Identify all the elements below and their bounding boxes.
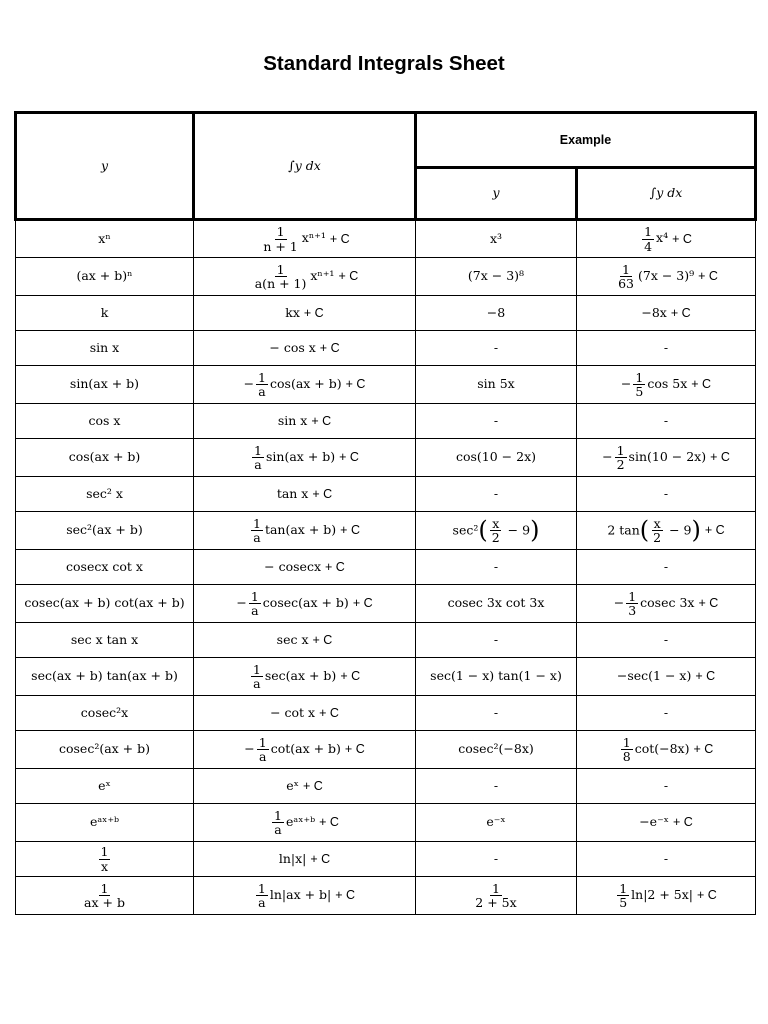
constant-of-integration: + C [693,742,714,756]
coefficient-fraction [257,736,269,763]
math-expression: cot(−8x) [634,741,690,756]
cell-example-integral [577,258,756,296]
fraction-denominator: a [253,530,261,545]
math-expression: - [493,850,499,866]
math-expression: cos 5x [647,376,688,391]
math-expression: − cos x [269,339,316,355]
coefficient-fraction [633,371,645,398]
function-name: sec² [452,522,479,537]
cell-integral [194,512,416,550]
reciprocal-fraction [99,845,111,872]
table-row [16,585,756,623]
minus-sign: − [243,376,255,391]
math-expression: sec x tan x [70,631,139,647]
constant-of-integration: + C [310,851,331,866]
constant-of-integration: + C [312,486,333,501]
math-expression: - [663,704,669,720]
math-expression: cos(10 − 2x) [455,449,537,465]
constant-of-integration: + C [672,815,693,830]
math-expression: cosec 3x cot 3x [447,595,545,611]
fraction-denominator: a [254,457,262,472]
minus-sign: − [244,741,255,756]
coefficient-fraction [261,225,299,252]
table-row [16,258,756,296]
cell-y [16,658,194,696]
argument-fraction [490,517,502,544]
cell-integral [194,623,416,658]
table-row [16,842,756,877]
cell-y [16,439,194,477]
math-expression: −e⁻ˣ [639,814,669,830]
cell-example-y [416,220,577,258]
math-expression: cosec 3x [640,595,695,610]
math-expression: - [663,558,669,574]
fraction-denominator: x [100,858,109,874]
table-row [16,331,756,366]
cell-example-y [416,658,577,696]
cell-integral [194,331,416,366]
math-expression: - [493,339,499,355]
math-expression: −8x [641,304,667,320]
math-expression: kx [285,304,300,320]
math-expression: sec x [276,631,309,647]
cell-integral [194,731,416,769]
fraction-denominator: 2 [491,530,500,545]
math-expression: - [663,777,669,793]
cell-example-y [416,258,577,296]
math-expression: cos(ax + b) [270,376,342,391]
header-y: y [16,113,194,220]
math-expression: - [493,704,499,720]
table-row [16,731,756,769]
fraction-numerator: 1 [253,515,261,531]
cell-y [16,804,194,842]
cell-y [16,296,194,331]
cell-example-y [416,696,577,731]
cell-example-y [416,550,577,585]
cell-example-y [416,477,577,512]
fraction-denominator: a [258,384,266,399]
table-row [16,439,756,477]
cell-integral [194,658,416,696]
cell-example-integral [577,731,756,769]
argument-fraction [651,517,663,544]
fraction-denominator: 2 [616,457,625,472]
constant-of-integration: + C [325,559,345,574]
cell-integral [194,404,416,439]
constant-of-integration: + C [698,596,719,610]
math-expression: cos x [88,412,121,428]
cell-y [16,512,194,550]
math-expression: xⁿ [98,230,111,246]
cell-integral [194,696,416,731]
table-row [16,512,756,550]
cell-example-y [416,585,577,623]
cell-y [16,550,194,585]
argument-offset: − 9 [665,522,692,537]
fraction-denominator: a [258,749,267,764]
constant-of-integration: + C [302,778,323,793]
constant-of-integration: + C [338,269,359,283]
math-expression: sin x [277,412,308,428]
constant-of-integration: + C [695,669,716,684]
constant-of-integration: + C [311,413,332,428]
fraction-numerator: 1 [644,224,653,240]
fraction-denominator: 8 [622,749,631,764]
cell-example-integral [577,331,756,366]
cell-example-y [416,804,577,842]
math-expression: (7x − 3)⁸ [467,268,525,284]
cell-example-integral [577,658,756,696]
constant-of-integration: + C [319,705,339,720]
cell-integral [194,550,416,585]
cell-example-integral [577,220,756,258]
fraction-numerator: 1 [619,880,628,896]
math-expression: sec(1 − x) tan(1 − x) [430,668,562,684]
table-row [16,550,756,585]
fraction-denominator: 4 [644,238,653,254]
cell-example-y [416,731,577,769]
math-expression: - [663,412,669,428]
cell-example-y [416,331,577,366]
cell-example-y [416,623,577,658]
math-expression: eˣ [98,777,111,793]
cell-example-integral [577,842,756,877]
minus-sign: − [620,376,632,391]
constant-of-integration: + C [670,305,691,320]
math-expression: cosecx cot x [66,558,143,574]
math-expression: x³ [489,230,503,246]
cell-y [16,842,194,877]
fraction-denominator: ax + b [84,895,125,910]
fraction-denominator: a [253,676,261,691]
math-expression: cos(ax + b) [68,449,141,465]
cell-y [16,477,194,512]
cell-example-integral [577,585,756,623]
cell-y [16,331,194,366]
integrals-table [14,111,757,915]
constant-of-integration: + C [698,269,718,283]
cell-integral [194,258,416,296]
cell-example-integral [577,404,756,439]
math-expression: (7x − 3)⁹ [637,268,695,283]
math-expression: - [663,339,669,355]
cell-example-integral [577,477,756,512]
math-expression: cosec²x [80,704,129,720]
fraction-numerator: x [492,515,500,531]
math-expression: −8 [486,304,506,320]
math-expression: − cot x [270,704,316,720]
left-paren: ( [639,515,650,544]
math-expression: ln|x| [278,850,307,866]
table-row [16,658,756,696]
constant-of-integration: + C [704,523,725,537]
header-integral: ∫y dx [194,113,416,220]
cell-y [16,696,194,731]
math-expression: sec²(ax + b) [66,522,143,538]
cell-example-y [416,512,577,550]
cell-integral [194,877,416,915]
fraction-denominator: a [258,895,266,910]
cell-y [16,258,194,296]
fraction-denominator: 2 + 5x [475,895,517,910]
math-expression: sin(ax + b) [69,376,140,392]
fraction-numerator: 1 [254,442,262,458]
fraction-denominator: 2 [653,530,662,545]
cell-example-integral [577,366,756,404]
coefficient-fraction [615,444,627,471]
math-expression: tan(ax + b) [264,522,337,537]
constant-of-integration: + C [312,632,333,647]
cell-y [16,366,194,404]
math-expression: − cosecx [264,558,322,574]
math-expression: ln|ax + b| [269,887,332,902]
fraction-numerator: x [653,515,661,531]
constant-of-integration: + C [335,888,356,902]
fraction-numerator: 1 [100,880,109,896]
table-row [16,877,756,915]
fraction-denominator: a [274,822,282,837]
math-expression: e⁻ˣ [486,814,506,830]
math-expression: cosec²(−8x) [458,741,534,757]
constant-of-integration: + C [319,340,340,355]
coefficient-fraction [256,371,268,398]
cell-integral [194,769,416,804]
coefficient-fraction [616,263,636,290]
coefficient-fraction [621,736,633,763]
math-expression: sec(ax + b) [264,668,337,683]
argument-offset: − 9 [503,522,531,537]
cell-integral [194,842,416,877]
cell-integral [194,804,416,842]
fraction-denominator: a [251,603,259,618]
constant-of-integration: + C [691,377,712,391]
constant-of-integration: + C [345,377,366,391]
reciprocal-fraction [82,882,127,909]
math-expression: ln|2 + 5x| [631,887,693,902]
math-expression: xⁿ⁺¹ [310,268,335,283]
math-expression: cosec(ax + b) cot(ax + b) [24,595,185,611]
cell-example-y [416,404,577,439]
constant-of-integration: + C [340,523,360,537]
fraction-numerator: 1 [258,734,267,750]
cell-example-integral [577,550,756,585]
coefficient-fraction [251,517,263,544]
fraction-numerator: 1 [252,661,261,677]
constant-of-integration: + C [303,305,324,320]
fraction-numerator: 1 [635,369,644,385]
table-row [16,220,756,258]
coefficient-fraction [251,663,263,690]
math-expression: sin(10 − 2x) [628,449,707,464]
constant-of-integration: + C [319,815,339,829]
cell-example-integral [577,804,756,842]
constant-of-integration: + C [340,669,361,683]
fraction-denominator: 5 [635,384,644,399]
fraction-denominator: 3 [628,603,637,618]
right-paren: ) [691,515,701,544]
coefficient-fraction [252,444,264,471]
constant-of-integration: + C [329,231,350,246]
fraction-denominator: 63 [618,276,634,291]
cell-integral [194,585,416,623]
math-expression: cosec(ax + b) [262,595,349,610]
constant-of-integration: + C [339,450,359,464]
math-expression: sin x [89,339,120,355]
coefficient-fraction [642,225,654,252]
cell-example-integral [577,512,756,550]
math-expression: - [663,850,669,866]
coefficient-fraction [617,882,629,909]
table-row [16,696,756,731]
math-expression: - [493,777,499,793]
fraction-denominator: a(n + 1) [254,276,307,291]
table-row [16,623,756,658]
coefficient-fraction [249,590,261,617]
math-expression: eˣ [286,777,299,793]
page-title: Standard Integrals Sheet [263,52,505,75]
cell-y [16,585,194,623]
coefficient-fraction [253,263,309,290]
math-expression: sec² x [86,485,123,501]
minus-sign: − [602,449,613,464]
cell-y [16,731,194,769]
cell-y [16,404,194,439]
math-expression: - [493,412,499,428]
minus-sign: − [236,595,247,610]
reciprocal-fraction [473,882,518,909]
fraction-denominator: n + 1 [263,238,298,254]
math-expression: - [493,485,499,501]
cell-example-integral [577,439,756,477]
cell-example-y [416,842,577,877]
left-paren: ( [478,515,488,544]
math-expression: sin 5x [477,376,515,392]
cell-integral [194,366,416,404]
fraction-numerator: 1 [276,224,285,240]
cell-y [16,877,194,915]
math-expression: tan x [276,485,309,501]
constant-of-integration: + C [697,888,717,902]
coefficient-fraction [272,809,284,836]
cell-example-y [416,296,577,331]
fraction-numerator: 1 [622,261,630,277]
constant-of-integration: + C [710,450,730,464]
fraction-numerator: 1 [257,880,266,896]
math-expression: - [493,558,499,574]
table-row [16,477,756,512]
math-expression: - [663,485,669,501]
header-example-integral: ∫y dx [577,168,756,220]
fraction-numerator: 1 [258,369,266,385]
cell-example-integral [577,296,756,331]
cell-example-integral [577,623,756,658]
right-paren: ) [530,515,540,544]
math-expression: (ax + b)ⁿ [76,268,133,284]
cell-y [16,220,194,258]
math-expression: k [100,304,109,320]
math-expression: eᵃˣ⁺ᵇ [286,814,316,829]
cell-example-y [416,439,577,477]
table-row [16,404,756,439]
cell-integral [194,439,416,477]
cell-y [16,769,194,804]
math-expression: sec(ax + b) tan(ax + b) [31,668,178,684]
math-expression: sin(ax + b) [266,449,336,464]
cell-y [16,623,194,658]
coefficient-fraction [256,882,268,909]
math-expression: - [493,631,499,647]
table-row [16,769,756,804]
constant-of-integration: + C [352,596,373,610]
math-expression: −sec(1 − x) [616,668,692,684]
math-expression: eᵃˣ⁺ᵇ [89,814,120,830]
cell-integral [194,296,416,331]
cell-example-y [416,769,577,804]
cell-integral [194,220,416,258]
cell-example-integral [577,696,756,731]
fraction-numerator: 1 [622,734,631,750]
cell-integral [194,477,416,512]
header-example-y: y [416,168,577,220]
table-row [16,804,756,842]
minus-sign: − [613,595,625,610]
fraction-numerator: 1 [616,442,625,458]
fraction-numerator: 1 [100,844,109,860]
fraction-numerator: 1 [628,588,637,604]
math-expression: cosec²(ax + b) [58,741,151,757]
math-expression: cot(ax + b) [270,741,341,756]
table-body [16,220,756,915]
math-expression: - [663,631,669,647]
constant-of-integration: + C [344,742,365,756]
table-row [16,296,756,331]
coefficient-fraction [626,590,638,617]
constant-of-integration: + C [672,231,692,246]
fraction-numerator: 1 [274,807,282,823]
fraction-numerator: 1 [250,588,259,604]
cell-example-y [416,366,577,404]
math-expression: x⁴ [656,230,669,246]
cell-example-integral [577,877,756,915]
function-name: 2 tan [607,522,640,537]
table-row [16,366,756,404]
math-expression: xⁿ⁺¹ [301,230,326,246]
header-example: Example [416,113,756,168]
cell-example-y [416,877,577,915]
fraction-denominator: 5 [619,895,628,910]
cell-example-integral [577,769,756,804]
fraction-numerator: 1 [492,880,500,896]
fraction-numerator: 1 [276,261,285,277]
